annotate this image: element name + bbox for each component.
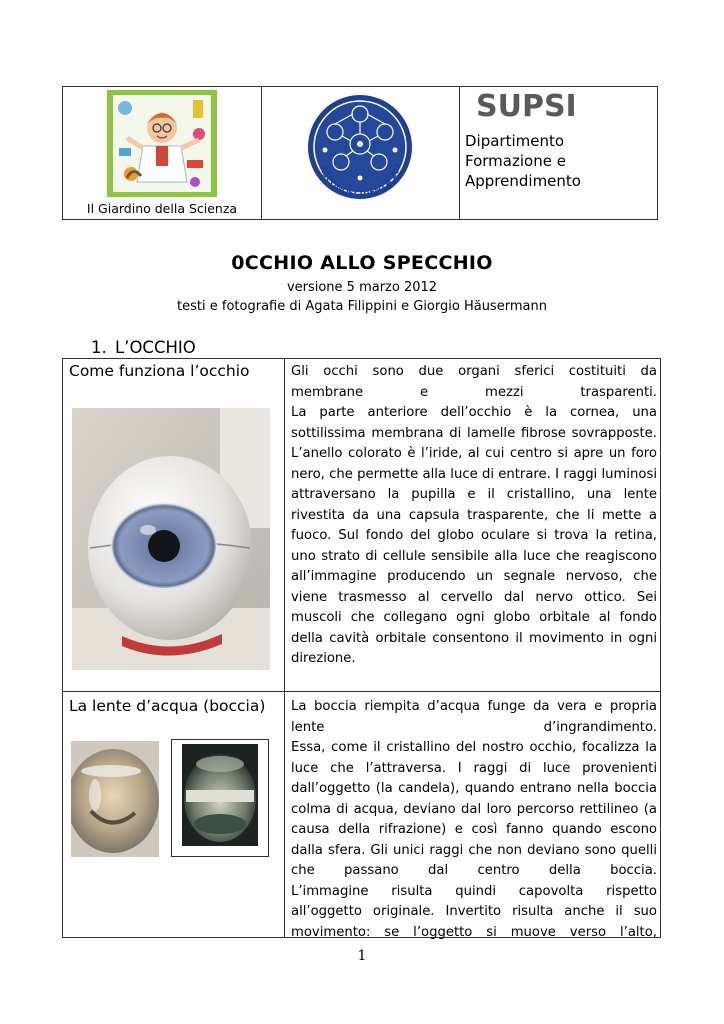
section-label: L’OCCHIO — [115, 338, 196, 357]
supsi-logo: SUPSI — [476, 89, 577, 124]
department-line: Apprendimento — [465, 172, 581, 190]
row-text-eye — [291, 362, 657, 670]
water-bowl-photo-1 — [71, 741, 159, 857]
header-cell-seal — [262, 87, 460, 219]
row-title-water-lens: La lente d’acqua (boccia) — [69, 697, 266, 715]
giardino-caption: Il Giardino della Scienza — [86, 201, 238, 216]
department-name — [465, 131, 645, 191]
row-title-eye: Come funziona l’occhio — [69, 362, 250, 380]
document-authors: testi e fotografie di Agata Filippini e Giorgio Häusermann — [177, 299, 547, 314]
paragraph: La boccia riempita d’acqua funge da vera e propria lente d’ingrandimento. — [291, 699, 657, 735]
page-number: 1 — [357, 948, 367, 964]
department-line: Formazione e — [465, 152, 566, 170]
column-divider — [284, 359, 285, 937]
science-molecule-seal-logo-icon — [305, 92, 415, 212]
document-title: 0CCHIO ALLO SPECCHIO — [231, 252, 493, 274]
section-heading — [91, 338, 196, 357]
paragraph: L’immagine risulta quindi capovolta rispetto all’oggetto originale. Invertito risulta anche il suo movimento: se l’oggetto si muove verso l’alto, — [291, 883, 657, 940]
water-bowl-photo-2 — [171, 739, 269, 857]
eye-model-photo — [72, 408, 270, 670]
row-text-water-lens — [291, 697, 657, 943]
paragraph: Gli occhi sono due organi sferici costituiti da membrane e mezzi trasparenti. — [291, 364, 657, 400]
header-cell-giardino — [63, 87, 262, 219]
row-divider — [63, 691, 660, 692]
content-table — [62, 358, 661, 938]
paragraph: La parte anteriore dell’occhio è la cornea, una sottilissima membrana di lamelle fibrose sovrapposte. L’anello colorato è l’iride, al cui centro si apre un foro nero, che permette alla luce di entrare. I raggi luminosi attraversano la pupilla e il cristallino, una lente rivestita da una capsula trasparente, che li mette a fuoco. Sul fondo del globo oculare si trova la retina, uno strato di cellule sensibile alla luce che reagiscono all’immagine producendo un segnale nervoso, che viene trasmesso al cervello dal nervo ottico. Sei muscoli che collegano ogni globo orbitale al fondo della cavità orbitale consentono il movimento in ogni direzione. — [291, 405, 657, 666]
header-cell-supsi — [460, 87, 657, 219]
svg-text:ASCONOSC(I)ENZA 2012: ASCONOSC(I)ENZA 201 — [316, 161, 405, 200]
scientist-illustration-logo-icon — [107, 90, 217, 197]
department-line: Dipartimento — [465, 132, 565, 150]
paragraph: Essa, come il cristallino del nostro occhio, focalizza la luce che l’attraversa. I raggi di luce provenienti dall’oggetto (la candela), quando entrano nella boccia colma di acqua, deviano dal loro percorso rettilineo (a causa della rifrazione) e così fanno quando escono dalla sfera. Gli unici raggi che non deviano sono quelli che passano dal centro della boccia. — [291, 740, 657, 878]
document-version: versione 5 marzo 2012 — [286, 280, 438, 295]
section-number: 1. — [91, 338, 107, 357]
header-table — [62, 86, 658, 220]
